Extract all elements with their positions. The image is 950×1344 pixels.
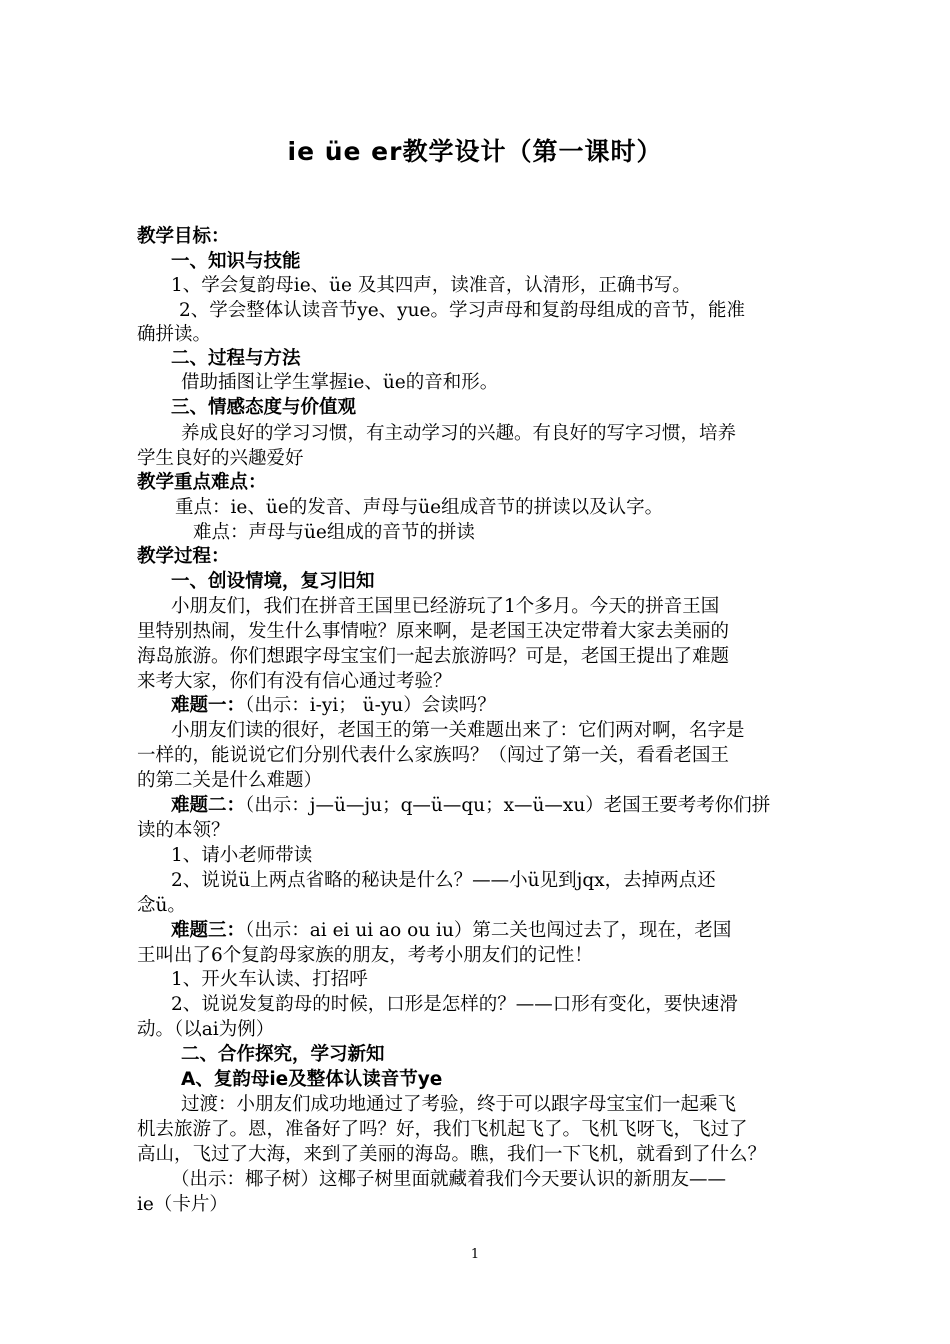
line-text: 二、合作探究，学习新知 <box>181 1044 385 1065</box>
text-line <box>171 793 770 819</box>
line-text: 借助插图让学生掌握ie、üe的音和形。 <box>181 372 499 393</box>
line-text: （出示：ai ei ui ao ou iu）第二关也闯过去了，现在，老国 <box>245 920 732 941</box>
line-text: 1、学会复韵母ie、üe 及其四声，读准音，认清形，正确书写。 <box>171 275 691 296</box>
problem-label: 难题一： <box>171 695 246 716</box>
line-text: 重点：ie、üe的发音、声母与üe组成音节的拼读以及认字。 <box>175 497 664 518</box>
page-number: 1 <box>470 1247 480 1262</box>
text-line <box>179 298 745 324</box>
line-text: 教学重点难点： <box>137 472 267 493</box>
line-text: ie（卡片） <box>137 1194 228 1215</box>
line-text: 的第二关是什么难题） <box>137 770 323 791</box>
text-line <box>137 644 729 670</box>
section-heading <box>181 1042 385 1068</box>
line-text: 确拼读。 <box>137 324 212 345</box>
line-text: （出示：i-yi； ü-yu）会读吗？ <box>245 695 496 716</box>
document-title: ie üe er教学设计（第一课时） <box>287 137 663 166</box>
section-heading <box>171 249 301 275</box>
section-heading <box>171 346 301 372</box>
line-text: 难点：声母与üe组成的音节的拼读 <box>193 522 475 543</box>
line-text: 王叫出了6个复韵母家族的朋友，考考小朋友们的记性！ <box>137 945 593 966</box>
line-text: 机去旅游了。恩，准备好了吗？好，我们飞机起飞了。飞机飞呀飞，飞过了 <box>137 1119 748 1140</box>
line-text: 动。（以ai为例） <box>137 1019 275 1040</box>
line-text: 一、知识与技能 <box>171 251 301 272</box>
text-line <box>137 743 729 769</box>
text-line <box>171 918 731 944</box>
line-text: （出示：椰子树）这椰子树里面就藏着我们今天要认识的新朋友—— <box>171 1169 727 1190</box>
line-text: 三、情感态度与价值观 <box>171 397 357 418</box>
text-line <box>171 693 496 719</box>
problem-label: 难题二： <box>171 795 246 816</box>
text-line <box>137 1017 274 1043</box>
text-line <box>137 818 230 844</box>
text-line <box>181 1092 736 1118</box>
section-heading <box>137 470 267 496</box>
text-line <box>137 768 322 794</box>
text-line <box>137 619 729 645</box>
text-line <box>137 1117 748 1143</box>
text-line <box>181 370 498 396</box>
text-line <box>171 1167 726 1193</box>
text-line <box>137 1142 766 1168</box>
text-line <box>137 322 211 348</box>
text-line <box>193 520 475 546</box>
section-heading <box>181 1067 442 1093</box>
line-text: （出示：j—ü—ju；q—ü—qu；x—ü—xu）老国王要考考你们拼 <box>245 795 771 816</box>
text-line <box>137 943 593 969</box>
section-heading <box>137 544 230 570</box>
line-text: 一样的，能说说它们分别代表什么家族吗？（闯过了第一关，看看老国王 <box>137 745 730 766</box>
text-line <box>171 992 738 1018</box>
text-line <box>171 594 719 620</box>
line-text: 二、过程与方法 <box>171 348 301 369</box>
line-text: 养成良好的学习习惯，有主动学习的兴趣。有良好的写字习惯，培养 <box>181 423 737 444</box>
line-text: 教学过程： <box>137 546 230 567</box>
text-line <box>171 273 691 299</box>
line-text: 过渡：小朋友们成功地通过了考验，终于可以跟字母宝宝们一起乘飞 <box>181 1094 737 1115</box>
text-line <box>137 446 304 472</box>
line-text: 小朋友们读的很好，老国王的第一关难题出来了：它们两对啊，名字是 <box>171 720 745 741</box>
line-text: 念ü。 <box>137 895 186 916</box>
line-text: 里特别热闹，发生什么事情啦？原来啊，是老国王决定带着大家去美丽的 <box>137 621 730 642</box>
line-text: A、复韵母ie及整体认读音节ye <box>181 1069 443 1090</box>
text-line <box>171 843 312 869</box>
text-line <box>171 967 368 993</box>
problem-label: 难题三： <box>171 920 246 941</box>
section-heading <box>137 224 230 250</box>
line-text: 2、学会整体认读音节ye、yue。学习声母和复韵母组成的音节，能准 <box>179 300 745 321</box>
section-heading <box>171 569 375 595</box>
line-text: 1、请小老师带读 <box>171 845 313 866</box>
line-text: 高山，飞过了大海，来到了美丽的海岛。瞧，我们一下飞机，就看到了什么？ <box>137 1144 767 1165</box>
line-text: 海岛旅游。你们想跟字母宝宝们一起去旅游吗？可是，老国王提出了难题 <box>137 646 730 667</box>
text-line <box>137 669 452 695</box>
line-text: 1、开火车认读、打招呼 <box>171 969 368 990</box>
line-text: 读的本领？ <box>137 820 230 841</box>
line-text: 小朋友们，我们在拼音王国里已经游玩了1个多月。今天的拼音王国 <box>171 596 720 617</box>
line-text: 教学目标： <box>137 226 230 247</box>
line-text: 一、创设情境，复习旧知 <box>171 571 375 592</box>
text-line <box>137 893 186 919</box>
text-line <box>181 421 736 447</box>
text-line <box>171 718 745 744</box>
text-line <box>137 1192 228 1218</box>
line-text: 2、说说发复韵母的时候，口形是怎样的？——口形有变化，要快速滑 <box>171 994 738 1015</box>
line-text: 2、说说ü上两点省略的秘诀是什么？——小ü见到jqx，去掉两点还 <box>171 870 716 891</box>
text-line <box>175 495 663 521</box>
text-line <box>171 868 716 894</box>
section-heading <box>171 395 356 421</box>
line-text: 学生良好的兴趣爱好 <box>137 448 304 469</box>
line-text: 来考大家，你们有没有信心通过考验？ <box>137 671 452 692</box>
